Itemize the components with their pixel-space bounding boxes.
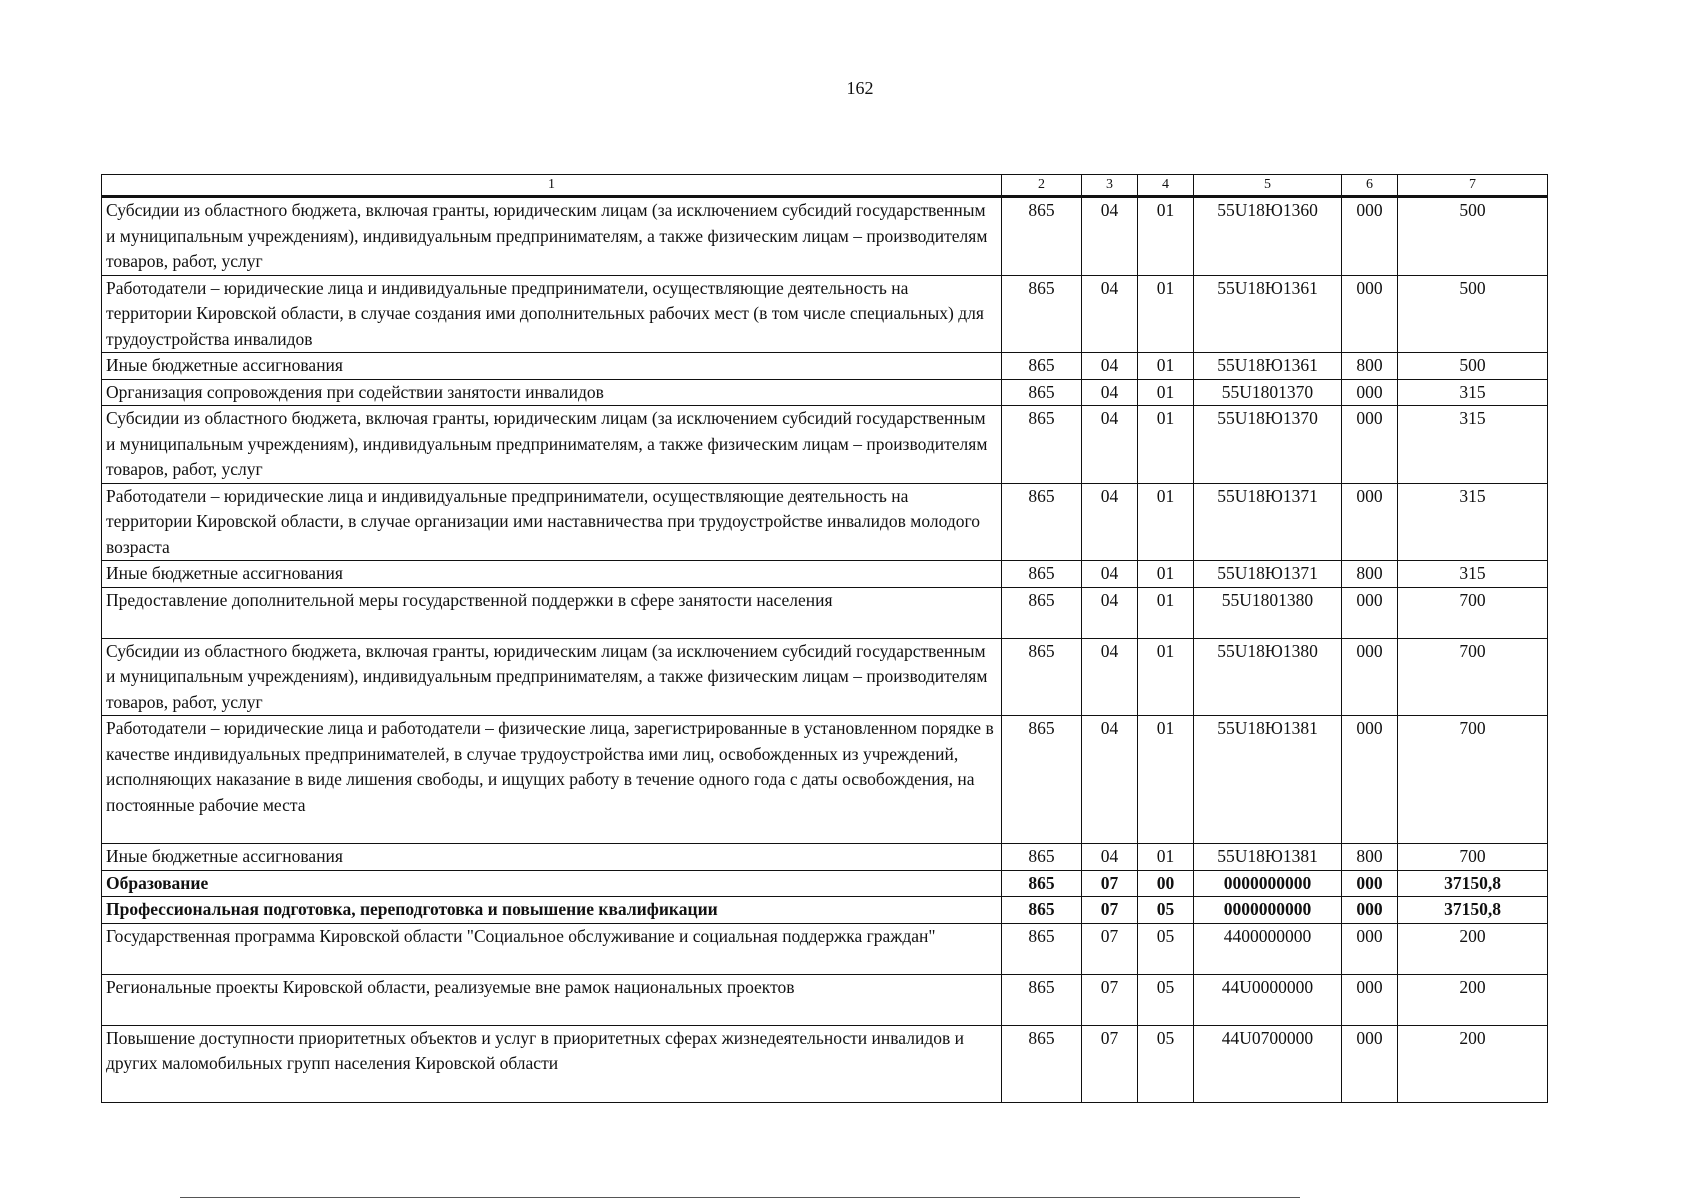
row-code-col5: 55U18Ю1370 — [1194, 406, 1342, 484]
row-code-col2: 865 — [1002, 197, 1082, 276]
row-description: Субсидии из областного бюджета, включая гранты, юридическим лицам (за исключением субсидий государственным и муниципальным учреждениям), индивидуальным предпринимателям, а также физическим лицам – производителям товаров, работ, услуг — [102, 197, 1002, 276]
header-row — [102, 175, 1548, 197]
row-code-col4: 01 — [1138, 638, 1194, 716]
row-code-col3: 04 — [1082, 587, 1138, 638]
row-code-col3: 04 — [1082, 406, 1138, 484]
table-row — [102, 638, 1548, 716]
table-row — [102, 561, 1548, 588]
row-code-col4: 01 — [1138, 844, 1194, 871]
row-amount: 37150,8 — [1398, 897, 1548, 924]
row-amount: 315 — [1398, 379, 1548, 406]
row-code-col4: 01 — [1138, 716, 1194, 844]
row-description: Субсидии из областного бюджета, включая гранты, юридическим лицам (за исключением субсидий государственным и муниципальным учреждениям), индивидуальным предпринимателям, а также физическим лицам – производителям товаров, работ, услуг — [102, 406, 1002, 484]
row-code-col2: 865 — [1002, 974, 1082, 1025]
row-code-col6: 000 — [1342, 870, 1398, 897]
row-code-col3: 04 — [1082, 379, 1138, 406]
row-code-col5: 0000000000 — [1194, 897, 1342, 924]
row-amount: 315 — [1398, 561, 1548, 588]
row-description: Предоставление дополнительной меры государственной поддержки в сфере занятости населения — [102, 587, 1002, 638]
row-code-col3: 04 — [1082, 638, 1138, 716]
row-code-col4: 05 — [1138, 974, 1194, 1025]
row-amount: 700 — [1398, 638, 1548, 716]
row-code-col3: 04 — [1082, 561, 1138, 588]
row-code-col6: 000 — [1342, 406, 1398, 484]
row-amount: 700 — [1398, 844, 1548, 871]
row-code-col2: 865 — [1002, 406, 1082, 484]
row-code-col4: 01 — [1138, 483, 1194, 561]
column-header-5: 5 — [1194, 175, 1342, 197]
row-code-col2: 865 — [1002, 275, 1082, 353]
row-code-col5: 4400000000 — [1194, 923, 1342, 974]
row-code-col2: 865 — [1002, 638, 1082, 716]
row-code-col4: 01 — [1138, 406, 1194, 484]
row-code-col2: 865 — [1002, 1025, 1082, 1102]
row-code-col6: 000 — [1342, 923, 1398, 974]
table-row — [102, 483, 1548, 561]
row-code-col2: 865 — [1002, 923, 1082, 974]
row-code-col6: 800 — [1342, 561, 1398, 588]
page-number: 162 — [846, 78, 874, 98]
row-description: Субсидии из областного бюджета, включая гранты, юридическим лицам (за исключением субсидий государственным и муниципальным учреждениям), индивидуальным предпринимателям, а также физическим лицам – производителям товаров, работ, услуг — [102, 638, 1002, 716]
row-code-col4: 00 — [1138, 870, 1194, 897]
row-code-col4: 05 — [1138, 897, 1194, 924]
table-row — [102, 844, 1548, 871]
table-body — [102, 197, 1548, 1103]
row-code-col6: 000 — [1342, 197, 1398, 276]
row-description: Работодатели – юридические лица и индивидуальные предприниматели, осуществляющие деятельность на территории Кировской области, в случае организации ими наставничества при трудоустройстве инвалидов молодого возраста — [102, 483, 1002, 561]
row-description: Иные бюджетные ассигнования — [102, 561, 1002, 588]
table-row — [102, 974, 1548, 1025]
row-code-col4: 05 — [1138, 923, 1194, 974]
table-row — [102, 870, 1548, 897]
row-code-col3: 04 — [1082, 353, 1138, 380]
row-code-col3: 04 — [1082, 844, 1138, 871]
row-description: Работодатели – юридические лица и индивидуальные предприниматели, осуществляющие деятельность на территории Кировской области, в случае создания ими дополнительных рабочих мест (в том числе специальных) для трудоустройства инвалидов — [102, 275, 1002, 353]
row-code-col4: 01 — [1138, 379, 1194, 406]
row-code-col5: 44U0700000 — [1194, 1025, 1342, 1102]
table-row — [102, 587, 1548, 638]
row-description: Иные бюджетные ассигнования — [102, 844, 1002, 871]
row-code-col6: 000 — [1342, 483, 1398, 561]
row-description: Образование — [102, 870, 1002, 897]
row-code-col4: 01 — [1138, 197, 1194, 276]
row-amount: 500 — [1398, 353, 1548, 380]
table-row — [102, 923, 1548, 974]
table-row — [102, 1025, 1548, 1102]
row-code-col5: 55U18Ю1361 — [1194, 353, 1342, 380]
column-header-6: 6 — [1342, 175, 1398, 197]
column-header-3: 3 — [1082, 175, 1138, 197]
row-amount: 315 — [1398, 483, 1548, 561]
row-code-col2: 865 — [1002, 844, 1082, 871]
row-code-col4: 01 — [1138, 561, 1194, 588]
row-code-col6: 800 — [1342, 353, 1398, 380]
column-header-4: 4 — [1138, 175, 1194, 197]
row-code-col3: 07 — [1082, 974, 1138, 1025]
row-code-col2: 865 — [1002, 353, 1082, 380]
row-amount: 200 — [1398, 923, 1548, 974]
row-code-col6: 000 — [1342, 1025, 1398, 1102]
row-code-col3: 04 — [1082, 197, 1138, 276]
row-code-col5: 44U0000000 — [1194, 974, 1342, 1025]
row-code-col3: 07 — [1082, 897, 1138, 924]
table-row — [102, 379, 1548, 406]
row-code-col5: 55U18Ю1381 — [1194, 716, 1342, 844]
row-code-col3: 07 — [1082, 870, 1138, 897]
row-code-col5: 0000000000 — [1194, 870, 1342, 897]
table-row — [102, 275, 1548, 353]
row-description: Государственная программа Кировской области "Социальное обслуживание и социальная поддержка граждан" — [102, 923, 1002, 974]
row-code-col2: 865 — [1002, 870, 1082, 897]
row-code-col3: 07 — [1082, 1025, 1138, 1102]
row-code-col5: 55U18Ю1371 — [1194, 483, 1342, 561]
column-header-7: 7 — [1398, 175, 1548, 197]
row-code-col4: 01 — [1138, 275, 1194, 353]
row-description: Повышение доступности приоритетных объектов и услуг в приоритетных сферах жизнедеятельности инвалидов и других маломобильных групп населения Кировской области — [102, 1025, 1002, 1102]
row-code-col2: 865 — [1002, 587, 1082, 638]
row-amount: 200 — [1398, 1025, 1548, 1102]
row-code-col3: 07 — [1082, 923, 1138, 974]
row-code-col6: 000 — [1342, 974, 1398, 1025]
row-code-col3: 04 — [1082, 275, 1138, 353]
row-amount: 200 — [1398, 974, 1548, 1025]
row-description: Организация сопровождения при содействии занятости инвалидов — [102, 379, 1002, 406]
table-row — [102, 716, 1548, 844]
row-code-col2: 865 — [1002, 897, 1082, 924]
row-description: Иные бюджетные ассигнования — [102, 353, 1002, 380]
row-amount: 700 — [1398, 587, 1548, 638]
column-header-1: 1 — [102, 175, 1002, 197]
row-code-col5: 55U1801370 — [1194, 379, 1342, 406]
row-code-col2: 865 — [1002, 379, 1082, 406]
row-code-col6: 000 — [1342, 716, 1398, 844]
row-code-col4: 05 — [1138, 1025, 1194, 1102]
table-row — [102, 197, 1548, 276]
row-code-col2: 865 — [1002, 716, 1082, 844]
row-code-col3: 04 — [1082, 716, 1138, 844]
row-code-col6: 000 — [1342, 379, 1398, 406]
row-code-col4: 01 — [1138, 587, 1194, 638]
row-description: Профессиональная подготовка, переподготовка и повышение квалификации — [102, 897, 1002, 924]
table-row — [102, 406, 1548, 484]
row-amount: 500 — [1398, 197, 1548, 276]
row-code-col6: 000 — [1342, 638, 1398, 716]
row-amount: 700 — [1398, 716, 1548, 844]
row-code-col3: 04 — [1082, 483, 1138, 561]
row-code-col6: 000 — [1342, 897, 1398, 924]
table-row — [102, 353, 1548, 380]
row-amount: 500 — [1398, 275, 1548, 353]
row-code-col5: 55U18Ю1360 — [1194, 197, 1342, 276]
row-code-col2: 865 — [1002, 561, 1082, 588]
row-code-col5: 55U18Ю1380 — [1194, 638, 1342, 716]
row-amount: 315 — [1398, 406, 1548, 484]
row-description: Региональные проекты Кировской области, реализуемые вне рамок национальных проектов — [102, 974, 1002, 1025]
budget-table — [101, 174, 1548, 1103]
column-header-2: 2 — [1002, 175, 1082, 197]
row-code-col4: 01 — [1138, 353, 1194, 380]
row-code-col5: 55U18Ю1371 — [1194, 561, 1342, 588]
row-amount: 37150,8 — [1398, 870, 1548, 897]
row-code-col5: 55U18Ю1361 — [1194, 275, 1342, 353]
row-code-col2: 865 — [1002, 483, 1082, 561]
bottom-rule — [180, 1197, 1300, 1198]
row-code-col5: 55U18Ю1381 — [1194, 844, 1342, 871]
row-code-col6: 000 — [1342, 275, 1398, 353]
row-code-col6: 000 — [1342, 587, 1398, 638]
row-description: Работодатели – юридические лица и работодатели – физические лица, зарегистрированные в установленном порядке в качестве индивидуальных предпринимателей, в случае трудоустройства ими лиц, освобожденных из учреждений, исполняющих наказание в виде лишения свободы, и ищущих работу в течение одного года с даты освобождения, на постоянные рабочие места — [102, 716, 1002, 844]
table-row — [102, 897, 1548, 924]
row-code-col5: 55U1801380 — [1194, 587, 1342, 638]
row-code-col6: 800 — [1342, 844, 1398, 871]
